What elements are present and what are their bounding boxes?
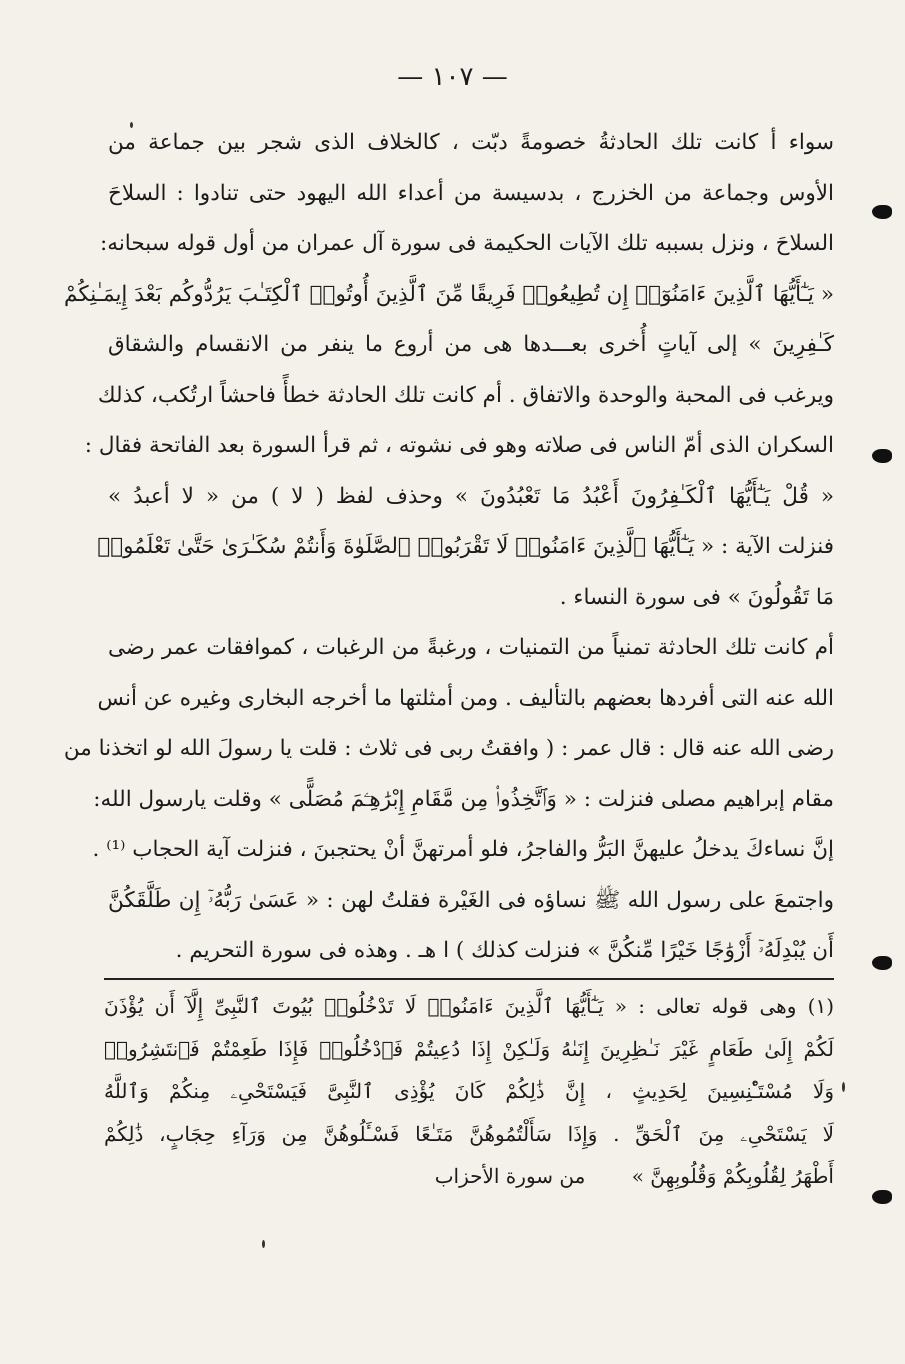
text-line: السكران الذى أمّ الناس فى صلاته وهو فى نشوته ، ثم قرأ السورة بعد الفاتحة فقال : [84, 433, 834, 458]
margin-binding-mark [872, 1190, 892, 1204]
text-line: إنَّ نساءكَ يدخلُ عليهنَّ البَرُّ والفاجرُ، فلو أمرتهنَّ أنْ يحتجبنَ ، فنزلت آية الحجاب ⁽¹⁾ . [92, 837, 834, 862]
text-line: أَن يُبْدِلَهُۥٓ أَزْوَٰجًا خَيْرًا مِّنكُنَّ » فنزلت كذلك ) ا هـ . وهذه فى سورة التحريم . [175, 938, 834, 963]
text-line: واجتمعَ على رسول الله ﷺ نساؤه فى الغَيْرة فقلتُ لهن : « عَسَىٰ رَبُّهُۥٓ إِن طَلَّقَكُنَّ [108, 887, 834, 913]
footnote-line: وَلَا مُسْتَـْٔنِسِينَ لِحَدِيثٍ ، إِنَّ ذَٰلِكُمْ كَانَ يُؤْذِى ٱلنَّبِىَّ فَيَسْتَحْىِۦ مِنكُمْ وَٱللَّهُ [104, 1079, 834, 1103]
footnote-divider [104, 978, 834, 980]
footnote-line: (١) وهى قوله تعالى : « يَـٰٓأَيُّهَا ٱلَّذِينَ ءَامَنُوا۟ لَا تَدْخُلُوا۟ بُيُوتَ ٱلنَّبِىِّ إِلَّآ أَن يُؤْذَنَ [104, 994, 834, 1018]
text-line: ويرغب فى المحبة والوحدة والاتفاق . أم كانت تلك الحادثة خطأً فاحشاً ارتُكب، كذلك [97, 382, 834, 408]
text-line: كَـٰفِرِينَ » إلى آياتٍ أُخرى بعـــدها هى من أروع ما ينفر من الانقسام والشقاق [108, 332, 834, 357]
scan-speck [130, 122, 133, 128]
text-line: السلاحَ ، ونزل بسببه تلك الآيات الحكيمة فى سورة آل عمران من أول قوله سبحانه: [100, 231, 834, 256]
footnote-quote-end: أَطْهَرُ لِقُلُوبِكُمْ وَقُلُوبِهِنَّ » [631, 1164, 834, 1188]
page-number: — ١٠٧ — [397, 62, 508, 92]
footnote-line [104, 1155, 834, 1198]
text-line: الأوس وجماعة من الخزرج ، بدسيسة من أعداء الله اليهود حتى تنادوا : السلاحَ [108, 180, 834, 206]
main-text [63, 118, 834, 977]
scan-speck [842, 1082, 845, 1092]
text-line: « يَـٰٓأَيُّهَا ٱلَّذِينَ ءَامَنُوٓا۟ إِن تُطِيعُوا۟ فَرِيقًا مِّنَ ٱلَّذِينَ أُوتُوا۟ ٱلْكِتَـٰبَ يَرُدُّوكُم بَعْدَ إِيمَـٰنِكُمْ [64, 281, 834, 307]
text-line: أم كانت تلك الحادثة تمنياً من التمنيات ، ورغبةً من الرغبات ، كموافقات عمر رضى [108, 635, 834, 660]
margin-binding-mark [872, 205, 892, 219]
margin-binding-mark [872, 449, 892, 463]
text-line: « قُلْ يَـٰٓأَيُّهَا ٱلْكَـٰفِرُونَ أَعْبُدُ مَا تَعْبُدُونَ » وحذف لفظ ( لا ) من « لا أعبدُ » [108, 483, 834, 509]
footnote [104, 985, 834, 1198]
footnote-line: لَا يَسْتَحْىِۦ مِنَ ٱلْحَقِّ . وَإِذَا سَأَلْتُمُوهُنَّ مَتَـٰعًا فَسْـَٔلُوهُنَّ مِن وَرَآءِ حِجَابٍ، ذَٰلِكُمْ [104, 1121, 834, 1146]
text-line: مَا تَقُولُونَ » فى سورة النساء . [559, 584, 834, 610]
scan-speck [262, 1240, 265, 1248]
text-line: سواء أ كانت تلك الحادثةُ خصومةً دبّت ، كالخلاف الذى شجر بين جماعة من [108, 130, 834, 155]
footnote-source: من سورة الأحزاب [434, 1164, 586, 1188]
text-line: الله عنه التى أفردها بعضهم بالتأليف . ومن أمثلتها ما أخرجه البخارى وغيره عن أنس [97, 685, 834, 711]
text-line: مقام إبراهيم مصلى فنزلت : « وَٱتَّخِذُوا۟ مِن مَّقَامِ إِبْرَٰهِـۧمَ مُصَلًّى » وقلت يارسول الله: [93, 786, 834, 812]
text-line: رضى الله عنه قال : قال عمر : ( وافقتُ ربى فى ثلاث : قلت يا رسولَ الله لو اتخذنا من [63, 736, 834, 761]
margin-binding-mark [872, 956, 892, 970]
text-line: فنزلت الآية : « يَـٰٓأَيُّهَا ٱلَّذِينَ ءَامَنُوا۟ لَا تَقْرَبُوا۟ ٱلصَّلَوٰةَ وَأَنتُمْ سُكَـٰرَىٰ حَتَّىٰ تَعْلَمُوا۟ [97, 534, 834, 559]
footnote-line: لَكُمْ إِلَىٰ طَعَامٍ غَيْرَ نَـٰظِرِينَ إِنَىٰهُ وَلَـٰكِنْ إِذَا دُعِيتُمْ فَٱدْخُلُوا۟ فَإِذَا طَعِمْتُمْ فَٱنتَشِرُوا۟ [104, 1036, 834, 1061]
